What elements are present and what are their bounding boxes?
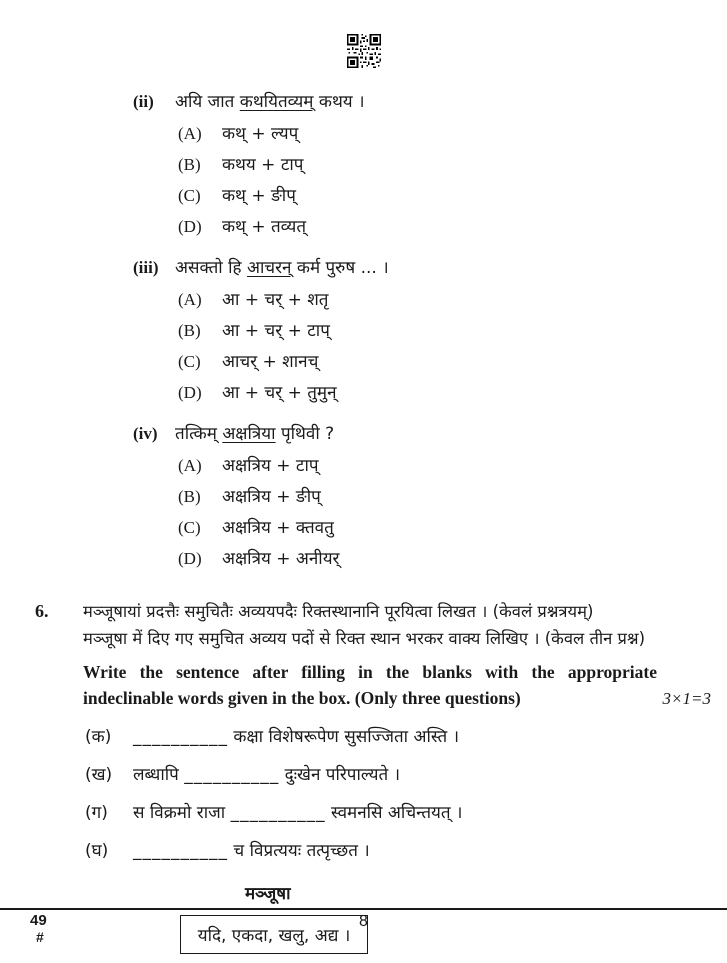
page-number: 8 bbox=[359, 913, 368, 930]
option-row bbox=[178, 216, 727, 238]
item-sentence bbox=[133, 802, 462, 825]
fill-blank-item-ka bbox=[85, 726, 727, 749]
english-instruction: Write the sentence after filling in the blanks with the appropriate indeclinable words given in the box. (Only three questions) bbox=[83, 662, 657, 708]
item-letter: (क) bbox=[85, 727, 112, 747]
option-row bbox=[178, 548, 727, 570]
hindi-instruction: मञ्जूषा में दिए गए समुचित अव्यय पदों से रिक्त स्थान भरकर वाक्य लिखिए । (केवल तीन प्रश्न) bbox=[83, 629, 646, 648]
fill-blank-item-gha bbox=[85, 840, 727, 863]
sub-question-stem bbox=[175, 256, 389, 280]
question-6-section bbox=[0, 598, 727, 954]
option-row bbox=[178, 382, 727, 404]
option-row bbox=[178, 351, 727, 373]
manjusha-heading: मञ्जूषा bbox=[245, 884, 291, 904]
option-text: आचर् + शानच् bbox=[222, 352, 319, 372]
sentence-post: च विप्रत्ययः तत्पृच्छत । bbox=[228, 841, 370, 861]
option-letter: (B) bbox=[178, 155, 201, 174]
option-text: आ + चर् + टाप् bbox=[222, 321, 330, 341]
option-letter: (D) bbox=[178, 549, 202, 568]
option-row bbox=[178, 320, 727, 342]
qr-code bbox=[0, 0, 727, 72]
stem-pre: असक्तो हि bbox=[175, 258, 247, 278]
option-text: अक्षत्रिय + टाप् bbox=[222, 456, 319, 476]
sub-question-stem bbox=[175, 422, 334, 446]
option-text: अक्षत्रिय + क्तवतु bbox=[222, 518, 334, 538]
stem-post: पृथिवी ? bbox=[275, 424, 335, 444]
stem-post: कथय । bbox=[313, 92, 365, 112]
footer-divider bbox=[0, 908, 727, 910]
paper-code: 49 bbox=[30, 912, 47, 929]
option-letter: (B) bbox=[178, 487, 201, 506]
stem-pre: अयि जात bbox=[175, 92, 240, 112]
option-letter: (C) bbox=[178, 352, 201, 371]
sanskrit-instruction: मञ्जूषायां प्रदत्तैः समुचितैः अव्ययपदैः रिक्तस्थानानि पूरयित्वा लिखत । (केवलं प्रश्नत्रयम्) bbox=[83, 602, 594, 621]
item-sentence bbox=[133, 726, 459, 749]
stem-underlined: कथयितव्यम् bbox=[239, 92, 314, 112]
sub-question-number: (iv) bbox=[133, 424, 158, 443]
sub-question-number: (iii) bbox=[133, 258, 159, 277]
option-text: कथ् + ल्यप् bbox=[222, 124, 299, 144]
sentence-pre: लब्धापि bbox=[133, 765, 185, 785]
fill-blank-item-ga bbox=[85, 802, 727, 825]
option-row bbox=[178, 123, 727, 145]
option-letter: (B) bbox=[178, 321, 201, 340]
sub-question-ii bbox=[0, 90, 727, 238]
sub-question-stem bbox=[175, 90, 365, 114]
option-row bbox=[178, 154, 727, 176]
option-text: कथ् + तव्यत् bbox=[222, 217, 307, 237]
option-row bbox=[178, 486, 727, 508]
option-row bbox=[178, 185, 727, 207]
item-letter: (ग) bbox=[85, 803, 108, 823]
option-text: अक्षत्रिय + अनीयर् bbox=[222, 549, 340, 569]
blank-line: __________ bbox=[184, 765, 280, 785]
sentence-post: दुःखेन परिपाल्यते । bbox=[279, 765, 401, 785]
blank-line: __________ bbox=[133, 841, 228, 861]
stem-pre: तत्किम् bbox=[175, 424, 223, 444]
sub-question-number: (ii) bbox=[133, 92, 154, 111]
option-row bbox=[178, 455, 727, 477]
blank-line: __________ bbox=[230, 803, 326, 823]
item-letter: (घ) bbox=[85, 841, 109, 861]
option-letter: (C) bbox=[178, 518, 201, 537]
option-letter: (D) bbox=[178, 217, 202, 236]
sentence-post: स्वमनसि अचिन्तयत् । bbox=[325, 803, 463, 823]
option-letter: (D) bbox=[178, 383, 202, 402]
item-sentence bbox=[133, 764, 400, 787]
marks-label: 3×1=3 bbox=[662, 689, 711, 708]
option-row bbox=[178, 517, 727, 539]
option-text: आ + चर् + शतृ bbox=[222, 290, 329, 310]
option-text: आ + चर् + तुमुन् bbox=[222, 383, 337, 403]
question-5-options-section bbox=[0, 90, 727, 570]
option-text: अक्षत्रिय + ङीप् bbox=[222, 487, 321, 507]
manjusha-word-box: यदि, एकदा, खलु, अद्य । bbox=[180, 915, 368, 954]
sentence-post: कक्षा विशेषरूपेण सुसज्जिता अस्ति । bbox=[228, 727, 460, 747]
option-letter: (A) bbox=[178, 456, 202, 475]
question-number: 6. bbox=[35, 601, 49, 621]
option-text: कथ् + ङीप् bbox=[222, 186, 296, 206]
item-letter: (ख) bbox=[85, 765, 113, 785]
sub-question-iv bbox=[0, 422, 727, 570]
stem-post: कर्म पुरुष ... । bbox=[291, 258, 389, 278]
hash-mark: # bbox=[36, 929, 44, 945]
sub-question-iii bbox=[0, 256, 727, 404]
stem-underlined: आचरन् bbox=[246, 258, 292, 278]
option-row bbox=[178, 289, 727, 311]
option-text: कथय + टाप् bbox=[222, 155, 304, 175]
option-letter: (A) bbox=[178, 124, 202, 143]
option-letter: (C) bbox=[178, 186, 201, 205]
qr-code-image bbox=[347, 34, 381, 68]
option-letter: (A) bbox=[178, 290, 202, 309]
item-sentence bbox=[133, 840, 370, 863]
blank-line: __________ bbox=[133, 727, 228, 747]
fill-blank-item-kha bbox=[85, 764, 727, 787]
sentence-pre: स विक्रमो राजा bbox=[133, 803, 231, 823]
stem-underlined: अक्षत्रिया bbox=[222, 424, 276, 444]
